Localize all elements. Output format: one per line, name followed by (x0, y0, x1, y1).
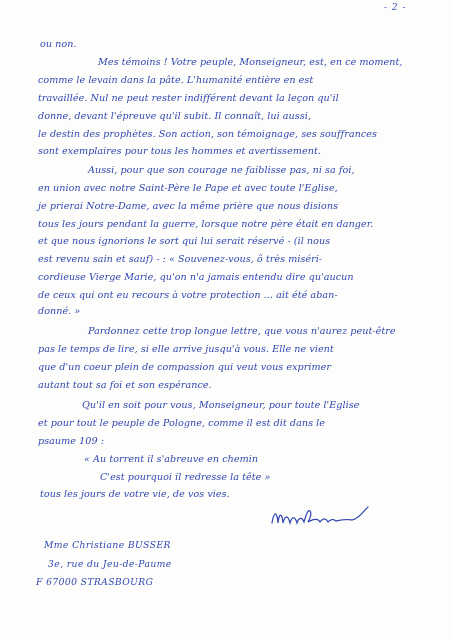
signature-scrawl (268, 503, 378, 531)
letter-line: en union avec notre Saint-Père le Pape et avec toute l'Eglise, (38, 183, 338, 194)
handwritten-signature (268, 503, 378, 531)
letter-line: tous les jours pendant la guerre, lorsque notre père était en danger. (38, 219, 374, 230)
letter-line: comme le levain dans la pâte. L'humanité entière en est (38, 75, 314, 86)
letter-line: et pour tout le peuple de Pologne, comme il est dit dans le (38, 418, 325, 429)
letter-line: donné. » (38, 306, 81, 317)
letter-line: le destin des prophètes. Son action, son témoignage, ses souffrances (38, 129, 377, 140)
letter-line: psaume 109 : (38, 436, 104, 447)
letter-line: tous les jours de votre vie, de vos vies. (40, 489, 230, 500)
letter-line: autant tout sa foi et son espérance. (38, 380, 212, 391)
letter-line: pas le temps de lire, si elle arrive jusqu'à vous. Elle ne vient (38, 344, 334, 355)
letter-line: Mes témoins ! Votre peuple, Monseigneur, est, en ce moment, (98, 57, 403, 68)
letter-line: cordieuse Vierge Marie, qu'on n'a jamais entendu dire qu'aucun (38, 272, 354, 283)
letter-line: ou non. (40, 39, 77, 50)
letter-line: Pardonnez cette trop longue lettre, que vous n'aurez peut-être (88, 326, 396, 337)
letter-line: et que nous ignorions le sort qui lui serait réservé - (il nous (38, 236, 331, 247)
letter-line: est revenu sain et sauf) - : « Souvenez-vous, ô très miséri- (38, 254, 323, 265)
letter-line: sont exemplaires pour tous les hommes et avertissement. (38, 146, 321, 157)
letter-line: que d'un coeur plein de compassion qui veut vous exprimer (38, 362, 332, 373)
letter-line: « Au torrent il s'abreuve en chemin (84, 454, 259, 465)
letter-line: je prierai Notre-Dame, avec la même prière que nous disions (38, 201, 339, 212)
address-city: F 67000 STRASBOURG (36, 577, 154, 588)
letter-line: Aussi, pour que son courage ne faiblisse pas, ni sa foi, (88, 165, 355, 176)
letter-line: travaillée. Nul ne peut rester indifférent devant la leçon qu'il (38, 93, 339, 104)
page-number: - 2 - (384, 3, 407, 13)
letter-line: C'est pourquoi il redresse la tête » (100, 472, 271, 483)
letter-line: de ceux qui ont eu recours à votre protection ... ait été aban- (38, 290, 338, 301)
letter-line: donne, devant l'épreuve qu'il subit. Il connaît, lui aussi, (38, 111, 311, 122)
letter-line: Qu'il en soit pour vous, Monseigneur, pour toute l'Eglise (82, 400, 360, 411)
address-street: 3e, rue du Jeu-de-Paume (48, 559, 172, 570)
address-name: Mme Christiane BUSSER (44, 540, 171, 551)
